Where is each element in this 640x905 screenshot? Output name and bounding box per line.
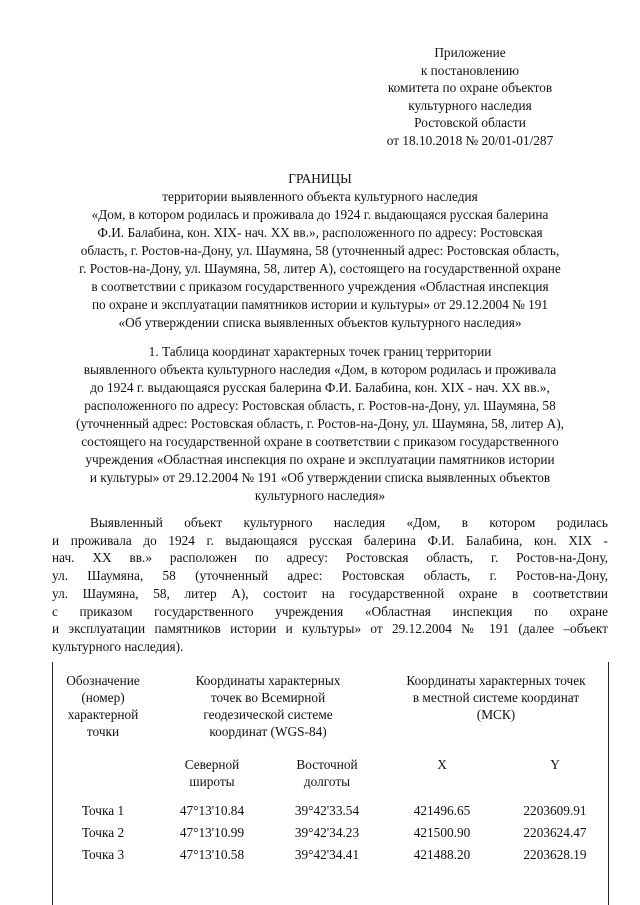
document-title: [40, 170, 600, 332]
appendix-line: от 18.10.2018 № 20/01-01/287: [386, 132, 554, 148]
cell-north: 47°13'10.84: [179, 803, 245, 818]
cell-east: 39°42'33.54: [294, 803, 360, 818]
object-description-paragraph: [52, 514, 608, 656]
subheader-y: Y: [550, 757, 560, 772]
cell-x: 421488.20: [413, 847, 471, 862]
cell-north: 47°13'10.58: [179, 847, 245, 862]
table-header-row: [53, 662, 609, 756]
title-line: территории выявленного объекта культурного наследия: [162, 189, 478, 204]
cell-point: Точка 2: [81, 825, 125, 840]
coordinates-table: [53, 662, 609, 868]
title-line: Ф.И. Балабина, кон. XIX- нач. XX вв.», расположенного по адресу: Ростовская: [97, 225, 543, 240]
cell-y: 2203628.19: [523, 847, 587, 862]
appendix-line: Ростовской области: [414, 115, 526, 131]
appendix-line: культурного наследия: [408, 97, 532, 113]
cell-y: 2203609.91: [523, 803, 587, 818]
cell-y: 2203624.47: [523, 825, 587, 840]
section-1-title: [40, 343, 600, 505]
paragraph-line: Выявленный объект культурного наследия «Дом, в котором родилась: [90, 515, 608, 530]
table-row: [53, 846, 609, 868]
cell-east: 39°42'34.23: [294, 825, 360, 840]
section-line: (уточненный адрес: Ростовская область, г. Ростов-на-Дону, ул. Шаумяна, 58, литер А),: [76, 416, 564, 431]
title-line: область, г. Ростов-на-Дону, ул. Шаумяна, 58 (уточненный адрес: Ростовская область,: [80, 243, 560, 258]
paragraph-line: и эксплуатации памятников истории и культуры» от 29.12.2004 № 191 (далее –объект: [52, 621, 608, 637]
appendix-line: к постановлению: [420, 62, 520, 78]
header-msk: Координаты характерных точек в местной системе координат (МСК): [406, 673, 586, 722]
subheader-empty: [53, 756, 153, 802]
section-line: учреждения «Областная инспекция по охране и эксплуатации памятников истории: [85, 452, 555, 467]
paragraph-line: ул. Шаумяна, 58 (уточненный адрес: Ростовская область, г. Ростов-на-Дону,: [52, 568, 608, 584]
table-row: [53, 824, 609, 846]
section-line: и культуры» от 29.12.2004 № 191 «Об утверждении списка выявленных объектов: [89, 470, 551, 485]
cell-north: 47°13'10.99: [179, 825, 245, 840]
title-line: по охране и эксплуатации памятников истории и культуры» от 29.12.2004 № 191: [91, 297, 549, 312]
subheader-north-latitude: Северной широты: [184, 757, 240, 789]
table-subheader-row: [53, 756, 609, 802]
header-point-designation: Обозначение (номер) характерной точки: [66, 673, 140, 739]
section-line: выявленного объекта культурного наследия «Дом, в котором родилась и проживала: [83, 362, 557, 377]
section-line: культурного наследия»: [254, 488, 386, 503]
table-row: [53, 802, 609, 824]
paragraph-line: нач. XX вв.» расположен по адресу: Ростовская область, г. Ростов-на-Дону,: [52, 550, 608, 566]
cell-x: 421496.65: [413, 803, 471, 818]
cell-x: 421500.90: [413, 825, 471, 840]
cell-point: Точка 1: [81, 803, 125, 818]
subheader-x: X: [437, 757, 447, 772]
header-wgs84: Координаты характерных точек во Всемирной геодезической системе координат (WGS-84): [195, 673, 341, 739]
title-heading: ГРАНИЦЫ: [288, 171, 352, 186]
title-line: «Дом, в котором родилась и проживала до 1924 г. выдающаяся русская балерина: [91, 207, 549, 222]
appendix-line: Приложение: [434, 45, 506, 60]
section-line: состоящего на государственной охране в соответствии с приказом государственного: [81, 434, 559, 449]
appendix-header: [370, 44, 570, 150]
cell-point: Точка 3: [81, 847, 125, 862]
title-line: в соответствии с приказом государственного учреждения «Областная инспекция: [91, 279, 549, 294]
title-line: «Об утверждении списка выявленных объектов культурного наследия»: [118, 315, 522, 330]
cell-east: 39°42'34.41: [294, 847, 360, 862]
section-line: до 1924 г. выдающаяся русская балерина Ф.И. Балабина, кон. XIX - нач. XX вв.»,: [90, 380, 550, 395]
appendix-line: комитета по охране объектов: [387, 80, 553, 96]
paragraph-line: ул. Шаумяна, 58, литер А), состоит на государственной охране в соответствии: [52, 585, 608, 601]
paragraph-line: с приказом государственного учреждения «Областная инспекция по охране: [52, 603, 608, 619]
section-line: расположенного по адресу: Ростовская область, г. Ростов-на-Дону, ул. Шаумяна, 58: [84, 398, 556, 413]
paragraph-line: культурного наследия).: [52, 638, 184, 654]
section-line: 1. Таблица координат характерных точек границ территории: [148, 344, 492, 359]
subheader-east-longitude: Восточной долготы: [296, 757, 358, 789]
paragraph-line: и проживала до 1924 г. выдающаяся русская балерина Ф.И. Балабина, кон. XIX -: [52, 532, 608, 548]
title-line: г. Ростов-на-Дону, ул. Шаумяна, 58, литер А), состоящего на государственной охране: [79, 261, 561, 276]
